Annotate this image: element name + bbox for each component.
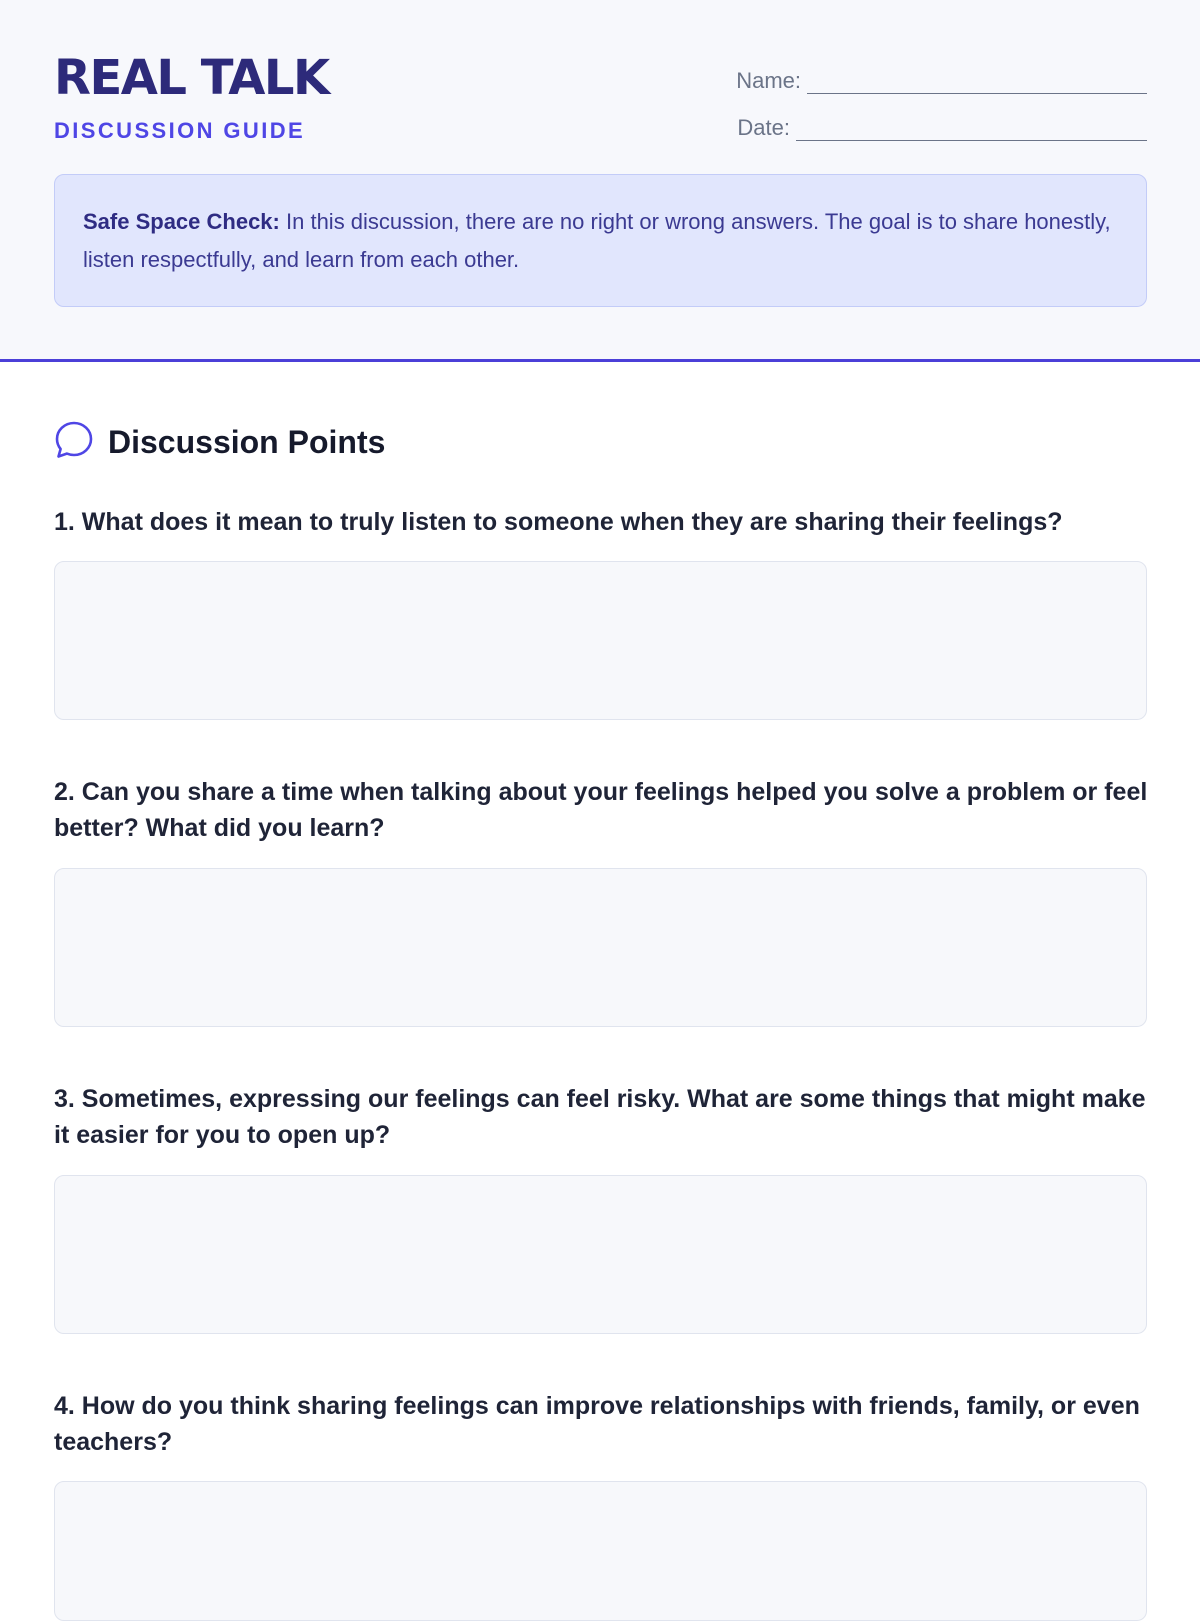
name-blank-line[interactable] (807, 72, 1147, 94)
page-header (0, 0, 1200, 362)
question-1: 1. What does it mean to truly listen to someone when they are sharing their feelings? (54, 508, 1063, 536)
answer-box-2[interactable] (54, 868, 1147, 1027)
date-field (737, 115, 1147, 141)
callout-text: In this discussion, there are no right or wrong answers. The goal is to share honestly, listen respectfully, and learn from each other. (83, 209, 1111, 272)
guide-title: REAL TALK (54, 50, 329, 106)
answer-box-3[interactable] (54, 1175, 1147, 1334)
chat-bubble-icon (54, 420, 94, 465)
answer-box-4[interactable] (54, 1481, 1147, 1621)
section-header (54, 420, 385, 465)
name-label: Name: (736, 68, 801, 93)
guide-subtitle: DISCUSSION GUIDE (54, 118, 306, 143)
answer-box-1[interactable] (54, 561, 1147, 720)
section-title: Discussion Points (108, 424, 386, 460)
question-4: 4. How do you think sharing feelings can improve relationships with friends, family, or even teachers? (54, 1392, 1140, 1456)
safe-space-callout (54, 174, 1147, 307)
callout-heading: Safe Space Check: (83, 209, 280, 234)
question-2: 2. Can you share a time when talking about your feelings helped you solve a problem or feel better? What did you learn? (54, 778, 1148, 842)
date-label: Date: (737, 115, 790, 140)
question-3: 3. Sometimes, expressing our feelings can feel risky. What are some things that might make it easier for you to open up? (54, 1085, 1146, 1149)
date-blank-line[interactable] (796, 119, 1147, 141)
name-field (736, 68, 1147, 94)
